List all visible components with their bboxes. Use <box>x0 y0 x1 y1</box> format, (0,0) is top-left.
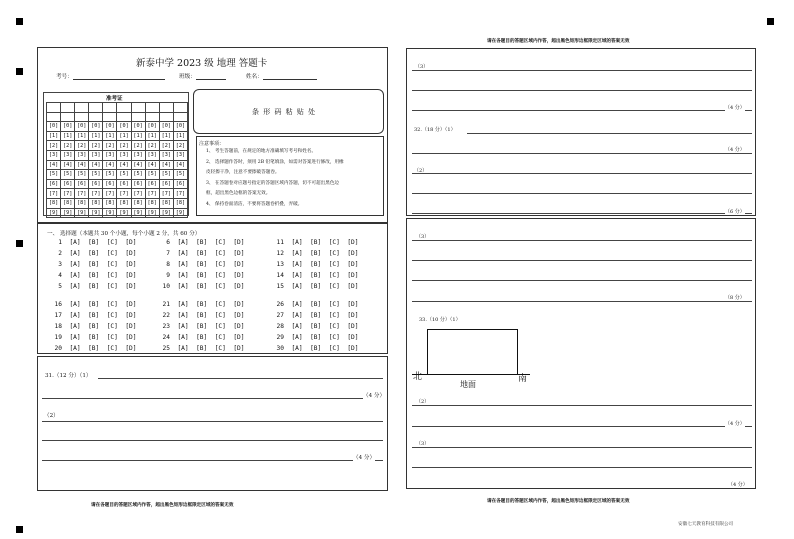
id-digit-bubble[interactable]: [5] <box>117 170 131 180</box>
id-digit-bubble[interactable]: [9] <box>103 208 117 218</box>
id-digit-bubble[interactable]: [0] <box>145 122 159 132</box>
id-digit-bubble[interactable]: [8] <box>131 198 145 208</box>
id-digit-bubble[interactable]: [6] <box>47 179 61 189</box>
answer-bubbles[interactable]: [A] [B] [C] [D] <box>284 261 359 268</box>
id-entry-cell[interactable] <box>75 112 89 122</box>
answer-line[interactable] <box>412 173 752 174</box>
question-number: 17 <box>54 312 62 319</box>
choice-question[interactable] <box>157 312 245 319</box>
id-digit-bubble[interactable]: [8] <box>159 198 173 208</box>
note-line: 框，超出黑色边框的答案无效。 <box>206 191 271 196</box>
id-entry-cell[interactable] <box>159 112 173 122</box>
id-digit-bubble[interactable]: [5] <box>89 170 103 180</box>
answer-bubbles[interactable]: [A] [B] [C] [D] <box>170 345 245 352</box>
name-field[interactable]: 姓名： <box>246 72 317 80</box>
question-number: 4 <box>58 272 62 279</box>
id-digit-bubble[interactable]: [9] <box>75 208 89 218</box>
id-digit-bubble[interactable]: [6] <box>61 179 75 189</box>
choice-question[interactable] <box>49 261 137 268</box>
id-digit-bubble[interactable]: [8] <box>89 198 103 208</box>
question-number: 9 <box>166 272 170 279</box>
id-digit-bubble[interactable]: [4] <box>117 160 131 170</box>
exam-id-grid <box>43 92 189 216</box>
id-digit-bubble[interactable]: [8] <box>173 198 187 208</box>
answer-bubbles[interactable]: [A] [B] [C] [D] <box>62 312 137 319</box>
q33-score3: （4 分） <box>728 482 748 488</box>
id-digit-bubble[interactable]: [4] <box>61 160 75 170</box>
id-digit-bubble[interactable]: [0] <box>89 122 103 132</box>
answer-bubbles[interactable]: [A] [B] [C] [D] <box>284 272 359 279</box>
id-digit-bubble[interactable]: [0] <box>131 122 145 132</box>
answer-bubbles[interactable]: [A] [B] [C] [D] <box>170 301 245 308</box>
id-digit-bubble[interactable]: [3] <box>103 150 117 160</box>
id-entry-cell[interactable] <box>173 112 187 122</box>
choice-question[interactable] <box>49 272 137 279</box>
exam-id-title: 准考证 <box>106 96 123 102</box>
q33-score2: （4 分） <box>725 421 745 427</box>
id-digit-bubble[interactable]: [5] <box>173 170 187 180</box>
question-number: 12 <box>276 250 284 257</box>
registration-mark <box>16 240 23 247</box>
id-digit-bubble[interactable]: [6] <box>159 179 173 189</box>
choice-question[interactable] <box>271 261 359 268</box>
answer-bubbles[interactable]: [A] [B] [C] [D] <box>170 250 245 257</box>
id-digit-bubble[interactable]: [1] <box>89 131 103 141</box>
question-number: 19 <box>54 334 62 341</box>
question-number: 25 <box>162 345 170 352</box>
id-digit-bubble[interactable]: [2] <box>75 141 89 151</box>
answer-line[interactable] <box>412 240 752 241</box>
id-digit-bubble[interactable]: [4] <box>173 160 187 170</box>
q31-label: 31.（12 分）（1） <box>45 373 92 379</box>
answer-line[interactable] <box>42 421 383 422</box>
answer-line[interactable] <box>412 280 752 281</box>
barcode-label: 条 形 码 粘 贴 处 <box>252 108 317 116</box>
id-digit-bubble[interactable]: [6] <box>173 179 187 189</box>
q33-sub2: （2） <box>416 399 430 405</box>
choice-question[interactable] <box>271 334 359 341</box>
choice-question[interactable] <box>49 323 137 330</box>
id-digit-bubble[interactable]: [9] <box>89 208 103 218</box>
id-digit-bubble[interactable]: [7] <box>173 189 187 199</box>
id-digit-bubble[interactable]: [9] <box>159 208 173 218</box>
question-number: 13 <box>276 261 284 268</box>
id-digit-bubble[interactable]: [3] <box>61 150 75 160</box>
note-line: 3、 在答题卷对应题号指定的答题区域内答题，切不可超出黑色边 <box>206 180 340 186</box>
id-digit-bubble[interactable]: [3] <box>47 150 61 160</box>
question-number: 3 <box>58 261 62 268</box>
id-digit-bubble[interactable]: [3] <box>145 150 159 160</box>
id-digit-bubble[interactable]: [3] <box>75 150 89 160</box>
answer-bubbles[interactable]: [A] [B] [C] [D] <box>284 334 359 341</box>
choice-question[interactable] <box>157 334 245 341</box>
id-entry-cell[interactable] <box>61 112 75 122</box>
note-line: 2、 选择题作答时，须用 2B 铅笔填涂，如需对答案进行修改，用橡 <box>206 159 344 165</box>
choice-question[interactable] <box>271 283 359 290</box>
question-number: 21 <box>162 301 170 308</box>
answer-bubbles[interactable]: [A] [B] [C] [D] <box>62 261 137 268</box>
q31-score1: （4 分） <box>363 393 386 399</box>
answer-bubbles[interactable]: [A] [B] [C] [D] <box>284 283 359 290</box>
question-number: 8 <box>166 261 170 268</box>
answer-line[interactable] <box>412 213 752 214</box>
id-digit-bubble[interactable]: [8] <box>61 198 75 208</box>
id-entry-cell[interactable] <box>173 103 187 113</box>
id-digit-bubble[interactable]: [9] <box>61 208 75 218</box>
id-digit-bubble[interactable]: [8] <box>75 198 89 208</box>
q31-panel <box>37 356 388 491</box>
q32-score3: （8 分） <box>725 295 745 301</box>
answer-bubbles[interactable]: [A] [B] [C] [D] <box>62 301 137 308</box>
answer-line[interactable] <box>412 110 752 111</box>
answer-bubbles[interactable]: [A] [B] [C] [D] <box>170 261 245 268</box>
answer-line[interactable] <box>412 405 752 406</box>
id-digit-bubble[interactable]: [1] <box>75 131 89 141</box>
id-digit-bubble[interactable]: [5] <box>145 170 159 180</box>
id-entry-cell[interactable] <box>117 103 131 113</box>
note-line: 皮轻擦干净，注意不要擦破答题卷。 <box>206 170 280 175</box>
id-digit-bubble[interactable]: [8] <box>117 198 131 208</box>
id-entry-cell[interactable] <box>89 112 103 122</box>
id-entry-cell[interactable] <box>75 103 89 113</box>
id-digit-bubble[interactable]: [2] <box>61 141 75 151</box>
choice-question[interactable] <box>49 239 137 246</box>
id-digit-bubble[interactable]: [4] <box>89 160 103 170</box>
publisher-footer: 安徽七天教育科技有限公司 <box>678 522 734 527</box>
id-digit-bubble[interactable]: [6] <box>145 179 159 189</box>
id-digit-bubble[interactable]: [8] <box>103 198 117 208</box>
choice-panel <box>37 223 388 354</box>
answer-line[interactable] <box>412 90 752 91</box>
choice-question[interactable] <box>49 345 137 352</box>
answer-bubbles[interactable]: [A] [B] [C] [D] <box>62 283 137 290</box>
question-number: 11 <box>276 239 284 246</box>
id-digit-bubble[interactable]: [9] <box>173 208 187 218</box>
id-entry-cell[interactable] <box>103 112 117 122</box>
id-digit-bubble[interactable]: [2] <box>47 141 61 151</box>
id-digit-bubble[interactable]: [0] <box>173 122 187 132</box>
id-digit-bubble[interactable]: [6] <box>131 179 145 189</box>
id-digit-bubble[interactable]: [1] <box>145 131 159 141</box>
answer-bubbles[interactable]: [A] [B] [C] [D] <box>170 312 245 319</box>
id-entry-cell[interactable] <box>131 112 145 122</box>
boundary-notice: 请在各题目的答题区域内作答，超出黑色矩形边框限定区域的答案无效 <box>487 39 630 44</box>
choice-question[interactable] <box>49 250 137 257</box>
q32-score2: （6 分） <box>725 209 745 215</box>
choice-question[interactable] <box>157 250 245 257</box>
question-number: 18 <box>54 323 62 330</box>
answer-bubbles[interactable]: [A] [B] [C] [D] <box>170 283 245 290</box>
id-digit-bubble[interactable]: [4] <box>145 160 159 170</box>
id-digit-bubble[interactable]: [6] <box>117 179 131 189</box>
barcode-area <box>193 89 384 134</box>
choice-question[interactable] <box>157 323 245 330</box>
id-digit-bubble[interactable]: [6] <box>89 179 103 189</box>
id-digit-bubble[interactable]: [1] <box>47 131 61 141</box>
q31-score2: （4 分） <box>353 455 376 461</box>
question-number: 1 <box>58 239 62 246</box>
id-digit-bubble[interactable]: [0] <box>159 122 173 132</box>
id-digit-bubble[interactable]: [2] <box>89 141 103 151</box>
answer-line[interactable] <box>412 467 752 468</box>
id-entry-cell[interactable] <box>61 103 75 113</box>
page-title: 新泰中学 2023 级 地理 答题卡 <box>136 58 268 69</box>
choice-question[interactable] <box>271 239 359 246</box>
answer-bubbles[interactable]: [A] [B] [C] [D] <box>284 345 359 352</box>
answer-line[interactable] <box>412 301 752 302</box>
question-number: 20 <box>54 345 62 352</box>
answer-line[interactable] <box>98 378 383 379</box>
registration-mark <box>16 68 23 75</box>
id-digit-bubble[interactable]: [2] <box>173 141 187 151</box>
question-number: 29 <box>276 334 284 341</box>
id-digit-bubble[interactable]: [3] <box>117 150 131 160</box>
id-digit-bubble[interactable]: [4] <box>131 160 145 170</box>
id-entry-cell[interactable] <box>47 112 61 122</box>
id-digit-bubble[interactable]: [3] <box>89 150 103 160</box>
id-entry-cell[interactable] <box>89 103 103 113</box>
choice-question[interactable] <box>49 334 137 341</box>
choice-header: 一、 选择题（本题共 30 个小题，每个小题 2 分，共 60 分） <box>47 231 201 237</box>
id-digit-bubble[interactable]: [0] <box>117 122 131 132</box>
choice-question[interactable] <box>157 272 245 279</box>
choice-question[interactable] <box>157 261 245 268</box>
id-digit-bubble[interactable]: [0] <box>47 122 61 132</box>
id-digit-bubble[interactable]: [4] <box>159 160 173 170</box>
question-number: 26 <box>276 301 284 308</box>
id-digit-bubble[interactable]: [7] <box>131 189 145 199</box>
id-digit-bubble[interactable]: [7] <box>89 189 103 199</box>
id-digit-bubble[interactable]: [7] <box>117 189 131 199</box>
id-digit-bubble[interactable]: [2] <box>159 141 173 151</box>
id-digit-bubble[interactable]: [1] <box>159 131 173 141</box>
note-line: 4、 保持卷面清洁，不要将答题卷折叠，弄破。 <box>206 201 303 207</box>
choice-question[interactable] <box>271 345 359 352</box>
choice-question[interactable] <box>271 312 359 319</box>
exam-id-table[interactable] <box>46 102 188 218</box>
choice-question[interactable] <box>157 301 245 308</box>
id-entry-cell[interactable] <box>131 103 145 113</box>
id-entry-cell[interactable] <box>159 103 173 113</box>
answer-bubbles[interactable]: [A] [B] [C] [D] <box>284 239 359 246</box>
choice-question[interactable] <box>271 323 359 330</box>
answer-bubbles[interactable]: [A] [B] [C] [D] <box>284 323 359 330</box>
ground-line <box>412 374 530 375</box>
question-number: 30 <box>276 345 284 352</box>
question-number: 16 <box>54 301 62 308</box>
answer-bubbles[interactable]: [A] [B] [C] [D] <box>62 272 137 279</box>
right-top-panel <box>406 48 756 216</box>
id-digit-bubble[interactable]: [4] <box>103 160 117 170</box>
id-entry-cell[interactable] <box>47 103 61 113</box>
answer-line[interactable] <box>412 426 752 427</box>
id-entry-cell[interactable] <box>103 103 117 113</box>
registration-mark <box>16 18 23 25</box>
answer-bubbles[interactable]: [A] [B] [C] [D] <box>170 334 245 341</box>
answer-bubbles[interactable]: [A] [B] [C] [D] <box>284 312 359 319</box>
answer-line[interactable] <box>42 440 383 441</box>
choice-question[interactable] <box>157 283 245 290</box>
question-number: 10 <box>162 283 170 290</box>
choice-question[interactable] <box>49 312 137 319</box>
id-digit-bubble[interactable]: [9] <box>131 208 145 218</box>
id-digit-bubble[interactable]: [2] <box>117 141 131 151</box>
header-panel <box>37 47 388 223</box>
id-digit-bubble[interactable]: [3] <box>173 150 187 160</box>
answer-line[interactable] <box>467 133 752 134</box>
answer-bubbles[interactable]: [A] [B] [C] [D] <box>170 239 245 246</box>
id-entry-cell[interactable] <box>117 112 131 122</box>
q32-sub2: （2） <box>414 168 428 174</box>
q31-sub2: （2） <box>44 413 59 419</box>
question-number: 24 <box>162 334 170 341</box>
id-digit-bubble[interactable]: [6] <box>103 179 117 189</box>
id-digit-bubble[interactable]: [7] <box>103 189 117 199</box>
choice-question[interactable] <box>157 345 245 352</box>
id-digit-bubble[interactable]: [0] <box>103 122 117 132</box>
question-number: 15 <box>276 283 284 290</box>
answer-bubbles[interactable]: [A] [B] [C] [D] <box>284 301 359 308</box>
id-digit-bubble[interactable]: [7] <box>61 189 75 199</box>
id-digit-bubble[interactable]: [2] <box>103 141 117 151</box>
answer-line[interactable] <box>412 193 752 194</box>
choice-question[interactable] <box>271 272 359 279</box>
id-digit-bubble[interactable]: [9] <box>145 208 159 218</box>
id-digit-bubble[interactable]: [5] <box>131 170 145 180</box>
choice-question[interactable] <box>49 283 137 290</box>
q33-label: 33.（10 分）（1） <box>419 317 461 323</box>
id-digit-bubble[interactable]: [1] <box>103 131 117 141</box>
id-digit-bubble[interactable]: [0] <box>75 122 89 132</box>
id-digit-bubble[interactable]: [2] <box>145 141 159 151</box>
answer-bubbles[interactable]: [A] [B] [C] [D] <box>62 334 137 341</box>
notes-title: 注意事项： <box>199 141 225 147</box>
notes-panel <box>196 136 384 216</box>
id-digit-bubble[interactable]: [5] <box>75 170 89 180</box>
exam-number-field[interactable]: 考号： <box>56 72 165 80</box>
q32-sub3: （3） <box>416 234 430 240</box>
question-number: 2 <box>58 250 62 257</box>
id-digit-bubble[interactable]: [3] <box>131 150 145 160</box>
answer-bubbles[interactable]: [A] [B] [C] [D] <box>284 250 359 257</box>
answer-bubbles[interactable]: [A] [B] [C] [D] <box>170 323 245 330</box>
registration-mark <box>767 18 774 25</box>
question-number: 14 <box>276 272 284 279</box>
q31-score3: （4 分） <box>725 105 745 111</box>
class-field[interactable]: 班级： <box>179 72 226 80</box>
note-line: 1、 考生答题前，在规定的地方准确填写考号和姓名。 <box>206 149 317 154</box>
question-number: 7 <box>166 250 170 257</box>
boundary-notice: 请在各题目的答题区域内作答，超出黑色矩形边框限定区域的答案无效 <box>487 499 630 504</box>
registration-mark <box>16 526 23 533</box>
id-digit-bubble[interactable]: [4] <box>47 160 61 170</box>
id-digit-bubble[interactable]: [0] <box>61 122 75 132</box>
choice-question[interactable] <box>49 301 137 308</box>
id-digit-bubble[interactable]: [1] <box>131 131 145 141</box>
answer-line[interactable] <box>412 70 752 71</box>
drawing-box[interactable] <box>427 329 518 374</box>
question-number: 27 <box>276 312 284 319</box>
choice-question[interactable] <box>157 239 245 246</box>
choice-question[interactable] <box>271 250 359 257</box>
q33-sub3: （3） <box>416 441 430 447</box>
id-digit-bubble[interactable]: [1] <box>61 131 75 141</box>
right-bottom-panel <box>406 218 756 489</box>
id-digit-bubble[interactable]: [4] <box>75 160 89 170</box>
id-digit-bubble[interactable]: [2] <box>131 141 145 151</box>
id-digit-bubble[interactable]: [8] <box>47 198 61 208</box>
id-digit-bubble[interactable]: [7] <box>75 189 89 199</box>
ground-label: 地面 <box>460 380 476 389</box>
id-digit-bubble[interactable]: [8] <box>145 198 159 208</box>
answer-line[interactable] <box>412 153 752 154</box>
answer-bubbles[interactable]: [A] [B] [C] [D] <box>62 250 137 257</box>
choice-question[interactable] <box>271 301 359 308</box>
id-digit-bubble[interactable]: [7] <box>47 189 61 199</box>
question-number: 22 <box>162 312 170 319</box>
question-number: 6 <box>166 239 170 246</box>
question-number: 23 <box>162 323 170 330</box>
q32-score1: （4 分） <box>725 147 745 153</box>
question-number: 5 <box>58 283 62 290</box>
answer-line[interactable] <box>412 260 752 261</box>
id-digit-bubble[interactable]: [5] <box>47 170 61 180</box>
id-digit-bubble[interactable]: [7] <box>159 189 173 199</box>
answer-bubbles[interactable]: [A] [B] [C] [D] <box>62 345 137 352</box>
id-digit-bubble[interactable]: [5] <box>103 170 117 180</box>
id-entry-cell[interactable] <box>145 112 159 122</box>
answer-bubbles[interactable]: [A] [B] [C] [D] <box>62 323 137 330</box>
question-number: 28 <box>276 323 284 330</box>
id-entry-cell[interactable] <box>145 103 159 113</box>
q31-sub3: （3） <box>415 64 429 70</box>
south-label: 南 <box>518 374 528 384</box>
id-digit-bubble[interactable]: [5] <box>159 170 173 180</box>
answer-bubbles[interactable]: [A] [B] [C] [D] <box>62 239 137 246</box>
id-digit-bubble[interactable]: [1] <box>117 131 131 141</box>
boundary-notice: 请在各题目的答题区域内作答，超出黑色矩形边框限定区域的答案无效 <box>91 503 234 508</box>
answer-line[interactable] <box>42 398 383 399</box>
id-digit-bubble[interactable]: [5] <box>61 170 75 180</box>
q32-label: 32.（18 分）（1） <box>414 127 456 133</box>
id-digit-bubble[interactable]: [1] <box>173 131 187 141</box>
id-digit-bubble[interactable]: [7] <box>145 189 159 199</box>
answer-line[interactable] <box>42 460 383 461</box>
id-digit-bubble[interactable]: [3] <box>159 150 173 160</box>
north-label: 北 <box>413 372 423 382</box>
id-digit-bubble[interactable]: [6] <box>75 179 89 189</box>
id-digit-bubble[interactable]: [9] <box>47 208 61 218</box>
answer-bubbles[interactable]: [A] [B] [C] [D] <box>170 272 245 279</box>
id-digit-bubble[interactable]: [9] <box>117 208 131 218</box>
answer-line[interactable] <box>412 447 752 448</box>
